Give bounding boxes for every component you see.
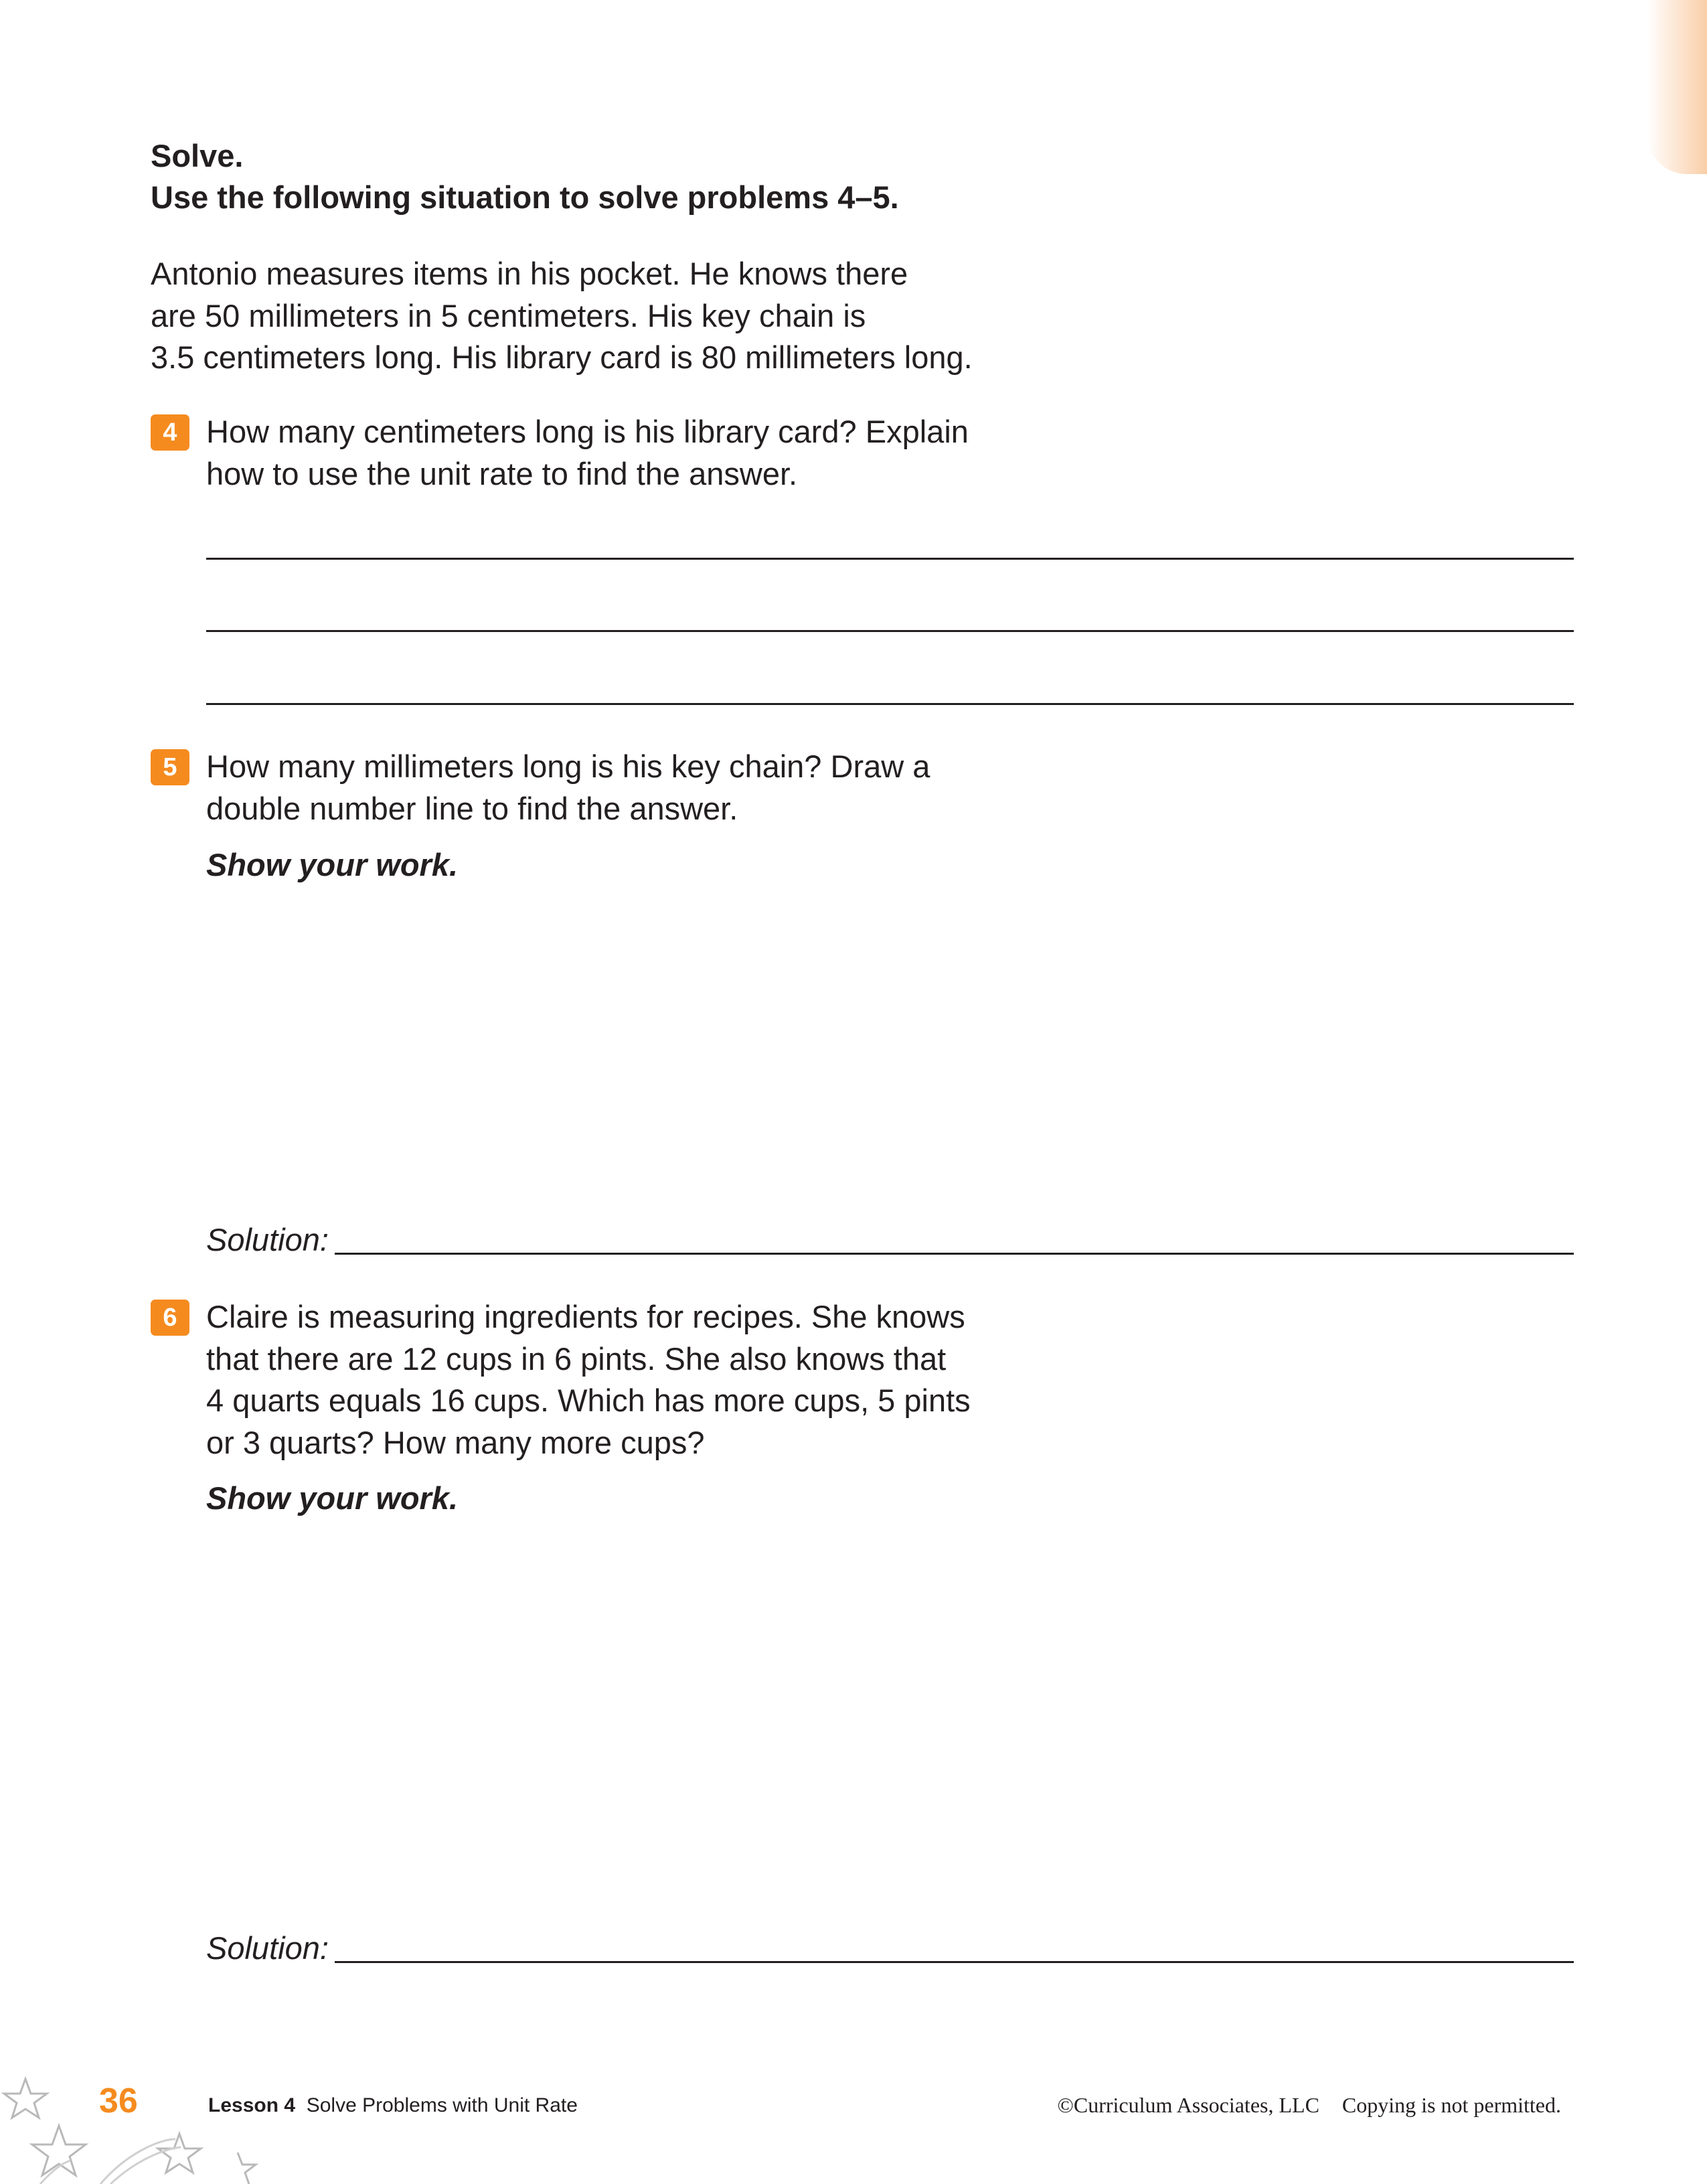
question-line: How many centimeters long is his library card? Explain (206, 414, 969, 449)
answer-line[interactable] (206, 630, 1574, 632)
problem-number-badge: 6 (151, 1300, 189, 1336)
corner-decoration (1647, 0, 1707, 174)
situation-line: are 50 millimeters in 5 centimeters. His key chain is (151, 297, 866, 333)
problem-number-badge: 5 (151, 749, 189, 785)
question-line: 4 quarts equals 16 cups. Which has more cups, 5 pints (206, 1383, 971, 1418)
situation-paragraph (151, 253, 1021, 379)
page-number: 36 (99, 2082, 138, 2120)
question-line: or 3 quarts? How many more cups? (206, 1424, 705, 1460)
answer-line[interactable] (206, 703, 1574, 705)
stars-decoration-icon (0, 2052, 308, 2184)
lesson-name: Solve Problems with Unit Rate (306, 2094, 578, 2116)
question-line: double number line to find the answer. (206, 790, 738, 826)
situation-line: Antonio measures items in his pocket. He knows there (151, 256, 908, 291)
show-your-work-label: Show your work. (206, 1480, 459, 1516)
situation-line: 3.5 centimeters long. His library card is 80 millimeters long. (151, 339, 973, 375)
answer-line[interactable] (206, 558, 1574, 560)
question-line: How many millimeters long is his key chain? Draw a (206, 749, 930, 784)
problem-4-question (206, 411, 969, 495)
problem-5-question (206, 746, 930, 830)
copyright-notice (1058, 2093, 1561, 2118)
question-line: how to use the unit rate to find the answer. (206, 455, 798, 491)
question-line: that there are 12 cups in 6 pints. She also knows that (206, 1340, 947, 1377)
problem-number-badge: 4 (151, 414, 189, 451)
copying-notice: Copying is not permitted. (1342, 2093, 1561, 2117)
show-your-work-label: Show your work. (206, 847, 459, 882)
solution-line[interactable] (335, 1961, 1574, 1963)
copyright-text: ©Curriculum Associates, LLC (1057, 2093, 1319, 2117)
solution-label: Solution: (206, 1222, 329, 1257)
question-line: Claire is measuring ingredients for recipes. She knows (206, 1299, 965, 1334)
situation-heading: Use the following situation to solve problems 4–5. (151, 179, 899, 215)
solution-line[interactable] (335, 1253, 1574, 1255)
problem-6-question (206, 1296, 971, 1464)
lesson-title (208, 2094, 578, 2117)
lesson-label: Lesson 4 (208, 2094, 296, 2116)
solution-label: Solution: (206, 1930, 329, 1966)
solve-heading: Solve. (151, 138, 244, 173)
